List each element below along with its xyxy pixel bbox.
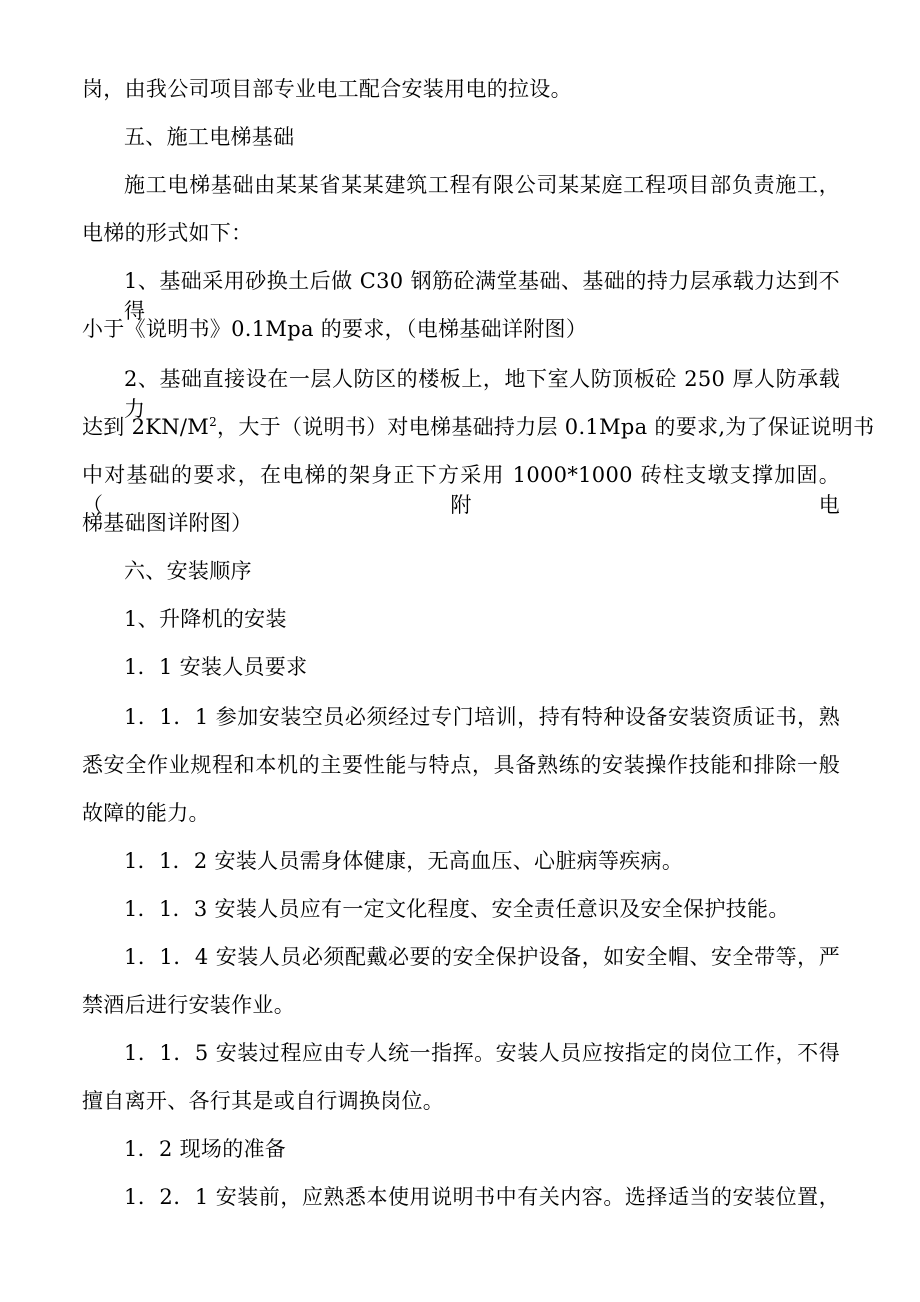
text-line: 施工电梯基础由某某省某某建筑工程有限公司某某庭工程项目部负责施工， [124, 173, 840, 197]
text-line: 1．2．1 安装前，应熟悉本使用说明书中有关内容。选择适当的安装位置， [124, 1185, 840, 1209]
section-heading: 六、安装顺序 [124, 559, 252, 583]
superscript: 2 [209, 415, 218, 429]
text-line: 1．1．5 安装过程应由专人统一指挥。安装人员应按指定的岗位工作，不得 [124, 1041, 840, 1065]
text-line: 中对基础的要求，在电梯的架身正下方采用 1000*1000 砖柱支墩支撑加固。（附电 [82, 463, 840, 517]
subsection-heading: 1．2 现场的准备 [124, 1137, 287, 1161]
section-heading: 五、施工电梯基础 [124, 125, 295, 149]
text-line: 梯基础图详附图） [82, 511, 253, 535]
text-line: 岗，由我公司项目部专业电工配合安装用电的拉设。 [82, 77, 572, 101]
text-line: 1．1．2 安装人员需身体健康，无高血压、心脏病等疾病。 [124, 849, 684, 873]
text-line: 1、基础采用砂换土后做 C30 钢筋砼满堂基础、基础的持力层承载力达到不得 [124, 269, 840, 323]
text-line: 悉安全作业规程和本机的主要性能与特点，具备熟练的安装操作技能和排除一般 [82, 753, 840, 777]
text-segment: ，大于（说明书）对电梯基础持力层 0.1Mpa 的要求,为了保证说明书 [217, 415, 875, 439]
text-line [82, 412, 875, 442]
text-segment: 达到 2KN/M [82, 415, 210, 439]
text-line: 小于《说明书》0.1Mpa 的要求，（电梯基础详附图） [82, 317, 588, 341]
text-line: 擅自离开、各行其是或自行调换岗位。 [82, 1089, 445, 1113]
text-line: 2、基础直接设在一层人防区的楼板上，地下室人防顶板砼 250 厚人防承载力 [124, 367, 840, 421]
subsection-heading: 1．1 安装人员要求 [124, 655, 308, 679]
text-line: 禁酒后进行安装作业。 [82, 993, 295, 1017]
text-line: 1．1．3 安装人员应有一定文化程度、安全责任意识及安全保护技能。 [124, 897, 790, 921]
text-line: 电梯的形式如下： [82, 221, 253, 245]
subsection-heading: 1、升降机的安装 [124, 607, 287, 631]
text-line: 1．1．1 参加安装空员必须经过专门培训，持有特种设备安装资质证书，熟 [124, 705, 840, 729]
text-line: 1．1．4 安装人员必须配戴必要的安全保护设备，如安全帽、安全带等，严 [124, 945, 840, 969]
text-line: 故障的能力。 [82, 801, 210, 825]
